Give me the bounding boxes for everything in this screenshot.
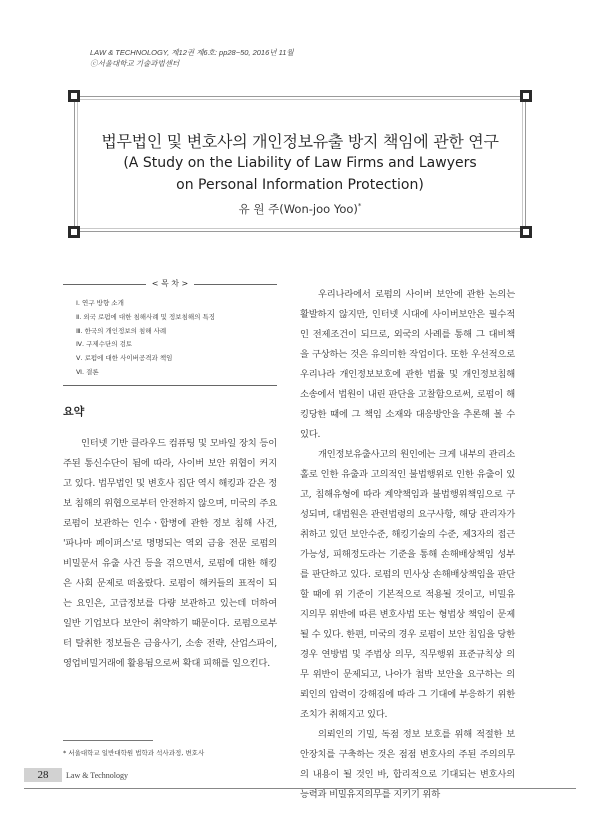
table-of-contents bbox=[63, 279, 277, 386]
abstract-heading: 요약 bbox=[63, 405, 85, 418]
toc-item: Ⅴ. 로펌에 대한 사이버공격과 책임 bbox=[76, 354, 173, 363]
corner-ornament bbox=[68, 226, 80, 238]
author-footnote: * 서울대학교 일반대학원 법학과 석사과정, 변호사 bbox=[63, 749, 205, 757]
paper-title-korean: 법무법인 및 변호사의 개인정보유출 방지 책임에 관한 연구 bbox=[101, 132, 499, 151]
footer-divider bbox=[24, 788, 576, 789]
toc-item: Ⅲ. 한국의 개인정보의 침해 사례 bbox=[76, 326, 167, 335]
page-number: 28 bbox=[37, 769, 49, 781]
paper-title-english-line: on Personal Information Protection) bbox=[176, 177, 424, 193]
page-number-box bbox=[24, 768, 62, 782]
title-box bbox=[66, 88, 534, 240]
author-footnote-mark: * bbox=[357, 202, 362, 211]
paper-title-english-line: (A Study on the Liability of Law Firms and Lawyers bbox=[123, 155, 477, 171]
journal-citation bbox=[90, 47, 294, 69]
corner-ornament bbox=[68, 90, 80, 102]
running-title: Law & Technology bbox=[66, 771, 128, 780]
author-name: 유 원 주(Won-joo Yoo) bbox=[238, 202, 358, 216]
corner-ornament bbox=[520, 226, 532, 238]
journal-citation-line: LAW & TECHNOLOGY, 제12권 제6호: pp28~50, 2016년 11월 bbox=[90, 48, 294, 57]
paper-title-english bbox=[66, 152, 534, 196]
body-paragraph: 개인정보유출사고의 원인에는 크게 내부의 관리소홀로 인한 유출과 고의적인 불법행위로 인한 유출이 있고, 침해유형에 따라 계약책임과 불법행위책임으로 구성되며, 대법원은 관련법령의 요구사항, 해당 관리자가 취하고 있던 보안수준, 해킹기술의 수준, 제3자의 접근가능성, 피해정도라는 기준을 통해 손해배상책임 성부를 판단하고 있다. 로펌의 민사상 손해배상책임을 판단할 때에 위 기준이 기본적으로 적용될 것이고, 비밀유지의무 위반에 따른 변호사법 또는 형법상 책임이 문제될 수 있다. 한편, 미국의 경우 로펌이 보안 침입을 당한 경우 연방법 및 주법상 의무, 직무행위 표준규칙상 의무 위반이 문제되고, 나아가 첨박 보안을 요구하는 의뢰인의 압력이 강해짐에 따라 그 기대에 부응하기 위한 조치가 취해지고 있다. bbox=[300, 449, 515, 720]
toc-item: Ⅰ. 연구 방향 소개 bbox=[76, 299, 124, 307]
toc-list bbox=[63, 285, 277, 380]
body-paragraph: 우리나라에서 로펌의 사이버 보안에 관한 논의는 활발하지 않지만, 인터넷 시대에 사이버보안은 필수적인 전제조건이 되므로, 외국의 사례를 통해 그 대비책을 구상하는 것은 유의미한 작업이다. 또한 우선적으로 우리나라 개인정보보호에 관한 법률 및 개인정보침해소송에서 법원이 내린 판단을 고찰함으로써, 로펌이 해킹당한 때에 그 책임 소재와 대응방안을 추론해 볼 수 있다. bbox=[300, 289, 515, 440]
corner-ornament bbox=[520, 90, 532, 102]
author-line bbox=[66, 201, 534, 217]
toc-item: Ⅵ. 결론 bbox=[76, 367, 99, 376]
toc-heading: < 목 차 > bbox=[146, 279, 195, 288]
journal-copyright-line: ⓒ서울대학교 기술과법센터 bbox=[90, 59, 180, 68]
toc-item: Ⅱ. 외국 로펌에 대한 침해사례 및 정보침해의 특징 bbox=[76, 312, 216, 321]
abstract-text: 인터넷 기반 클라우드 컴퓨팅 및 모바일 장치 등이 주된 통신수단이 됨에 따라, 사이버 보안 위협이 커지고 있다. 법무법인 및 변호사 집단 역시 해킹과 같은 정보 침해의 위협으로부터 안전하지 않으며, 미국의 주요 로펌이 보관하는 인수ㆍ합병에 관한 정보 침해 사건, '파나마 페이퍼스'로 명명되는 역외 금융 전문 로펌의 비밀문서 유출 사건 등을 겪으면서, 로펌에 대한 해킹은 사회 문제로 떠올랐다. 로펌이 해커들의 표적이 되는 요인은, 고급정보를 다량 보관하고 있는데 더하여 일반 기업보다 보안이 취약하기 때문이다. 로펌으로부터 탈취한 정보들은 금융사기, 소송 전략, 산업스파이, 영업비밀거래에 활용됨으로써 확대 피해를 일으킨다. bbox=[63, 438, 277, 669]
body-column-right bbox=[300, 285, 515, 805]
footnote-divider bbox=[63, 740, 153, 741]
body-paragraph: 의뢰인의 기밀, 독점 정보 보호를 위해 적절한 보안장치를 구축하는 것은 점점 변호사의 주된 주의의무의 내용이 될 것인 바, 합리적으로 기대되는 변호사의 능력과 비밀유지의무를 지키기 위하 bbox=[300, 729, 515, 800]
toc-item: Ⅳ. 구제수단의 검토 bbox=[76, 340, 133, 349]
